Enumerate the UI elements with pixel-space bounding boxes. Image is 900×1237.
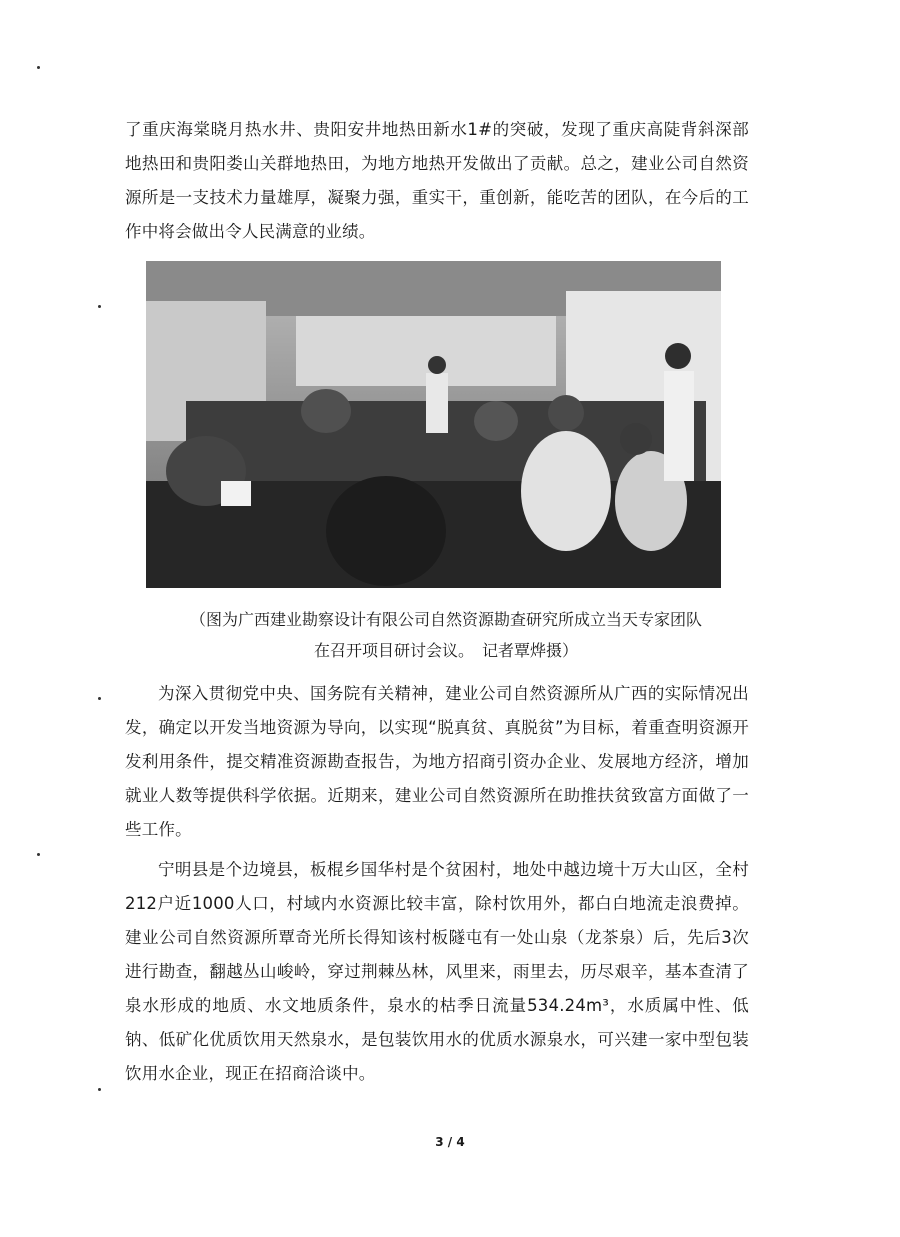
page-number: 3 / 4 bbox=[435, 1135, 465, 1149]
scan-mark bbox=[98, 305, 101, 308]
scan-mark bbox=[98, 697, 101, 700]
body-paragraph-3: 宁明县是个边境县，板棍乡国华村是个贫困村，地处中越边境十万大山区，全村212户近1000人口，村域内水资源比较丰富，除村饮用外，都白白地流走浪费掉。建业公司自然资源所覃奇光所长得知该村板隧屯有一处山泉（龙茶泉）后，先后3次进行勘查，翻越丛山峻岭，穿过荆棘丛林，风里来，雨里去，历尽艰辛，基本查清了泉水形成的地质、水文地质条件，泉水的枯季日流量534.24m³，水质属中性、低钠、低矿化优质饮用天然泉水，是包装饮用水的优质水源泉水，可兴建一家中型包装饮用水企业，现正在招商洽谈中。 bbox=[125, 860, 749, 1083]
body-paragraph-2: 为深入贯彻党中央、国务院有关精神，建业公司自然资源所从广西的实际情况出发，确定以开发当地资源为导向，以实现“脱真贫、真脱贫”为目标，着重查明资源开发利用条件，提交精准资源勘查报告，为地方招商引资办企业、发展地方经济，增加就业人数等提供科学依据。近期来，建业公司自然资源所在助推扶贫致富方面做了一些工作。 bbox=[125, 684, 749, 839]
photo-caption-line-1: （图为广西建业勘察设计有限公司自然资源勘查研究所成立当天专家团队 bbox=[189, 610, 702, 629]
scan-mark bbox=[37, 853, 40, 856]
body-paragraph-1: 了重庆海棠晓月热水井、贵阳安井地热田新水1#的突破，发现了重庆高陡背斜深部地热田和贵阳娄山关群地热田，为地方地热开发做出了贡献。总之，建业公司自然资源所是一支技术力量雄厚，凝聚力强，重实干，重创新，能吃苦的团队，在今后的工作中将会做出令人民满意的业绩。 bbox=[125, 120, 749, 241]
scan-mark bbox=[37, 66, 40, 69]
scan-mark bbox=[98, 1088, 101, 1091]
meeting-photo bbox=[146, 261, 721, 588]
meeting-photo-icon bbox=[146, 261, 721, 588]
photo-caption-line-2: 在召开项目研讨会议。 记者覃烨摄） bbox=[313, 641, 578, 660]
